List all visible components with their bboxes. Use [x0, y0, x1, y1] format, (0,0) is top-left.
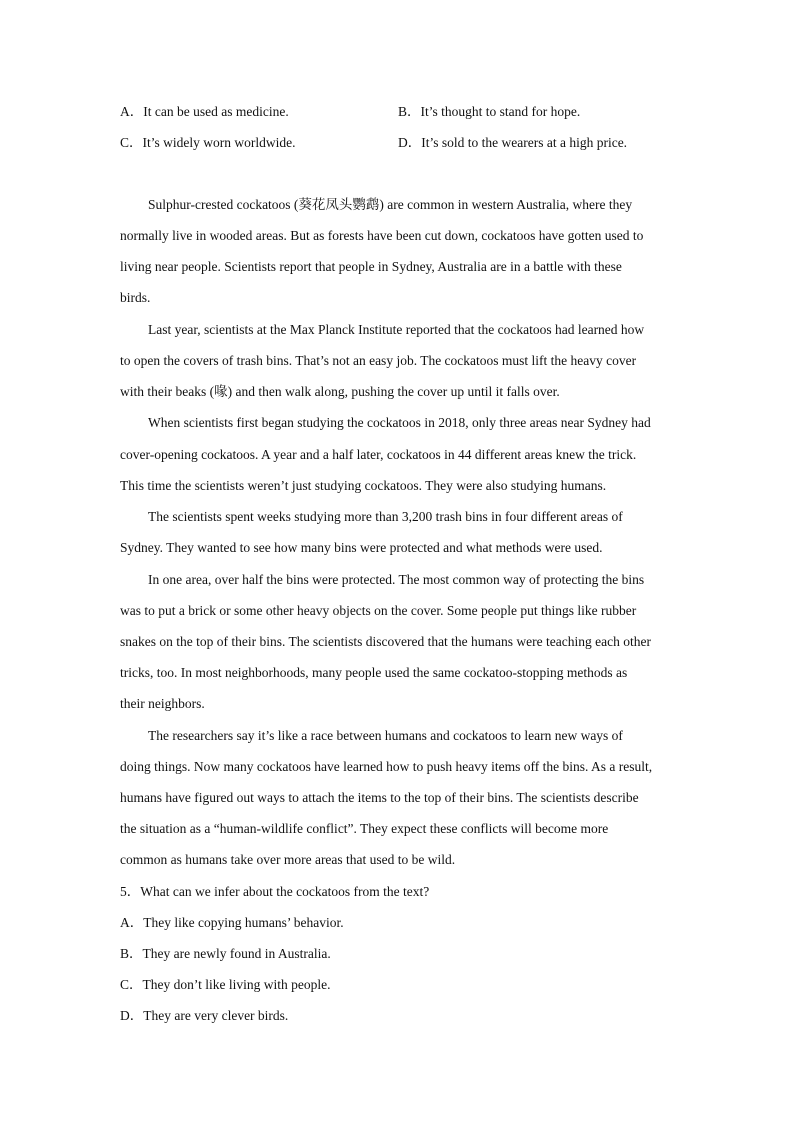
option-d: D．They are very clever birds. [120, 1008, 289, 1023]
passage-line: When scientists first began studying the cockatoos in 2018, only three areas near Sydney had [148, 415, 651, 430]
passage-line: Sydney. They wanted to see how many bins were protected and what methods were used. [120, 540, 603, 555]
option-c: C．They don’t like living with people. [120, 977, 331, 992]
passage-line: normally live in wooded areas. But as forests have been cut down, cockatoos have gotten used to [120, 228, 644, 243]
passage-line: humans have figured out ways to attach the items to the top of their bins. The scientists describe [120, 790, 639, 805]
passage-line: tricks, too. In most neighborhoods, many people used the same cockatoo-stopping methods as [120, 665, 628, 680]
passage-line: their neighbors. [120, 696, 205, 711]
passage-line: snakes on the top of their bins. The scientists discovered that the humans were teaching each other [120, 634, 651, 649]
option-a: A．They like copying humans’ behavior. [120, 915, 344, 930]
passage-line: common as humans take over more areas that used to be wild. [120, 852, 456, 867]
prev-option-a: A．It can be used as medicine. [120, 104, 289, 119]
passage-line: The researchers say it’s like a race between humans and cockatoos to learn new ways of [148, 728, 623, 743]
option-b: B．They are newly found in Australia. [120, 946, 331, 961]
passage-line: living near people. Scientists report that people in Sydney, Australia are in a battle with these [120, 259, 622, 274]
passage-line: The scientists spent weeks studying more than 3,200 trash bins in four different areas of [148, 509, 623, 524]
passage-line: was to put a brick or some other heavy objects on the cover. Some people put things like rubber [120, 603, 637, 618]
prev-option-d: D．It’s sold to the wearers at a high price. [398, 135, 628, 150]
prev-option-b: B．It’s thought to stand for hope. [398, 104, 581, 119]
passage-line: cover-opening cockatoos. A year and a half later, cockatoos in 44 different areas knew the trick. [120, 447, 637, 462]
question-stem: 5．What can we infer about the cockatoos from the text? [120, 884, 430, 899]
passage-line: Sulphur-crested cockatoos (葵花凤头鹦鹉) are common in western Australia, where they [148, 197, 633, 212]
prev-option-c: C．It’s widely worn worldwide. [120, 135, 296, 150]
passage-line: This time the scientists weren’t just studying cockatoos. They were also studying humans. [120, 478, 607, 493]
passage-line: birds. [120, 290, 151, 305]
passage-line: Last year, scientists at the Max Planck Institute reported that the cockatoos had learned how [148, 322, 645, 337]
passage-line: with their beaks (喙) and then walk along, pushing the cover up until it falls over. [120, 384, 560, 399]
passage-line: doing things. Now many cockatoos have learned how to push heavy items off the bins. As a result, [120, 759, 653, 774]
passage-line: to open the covers of trash bins. That’s not an easy job. The cockatoos must lift the heavy cover [120, 353, 637, 368]
passage-line: the situation as a “human-wildlife conflict”. They expect these conflicts will become more [120, 821, 609, 836]
passage-line: In one area, over half the bins were protected. The most common way of protecting the bins [148, 572, 645, 587]
